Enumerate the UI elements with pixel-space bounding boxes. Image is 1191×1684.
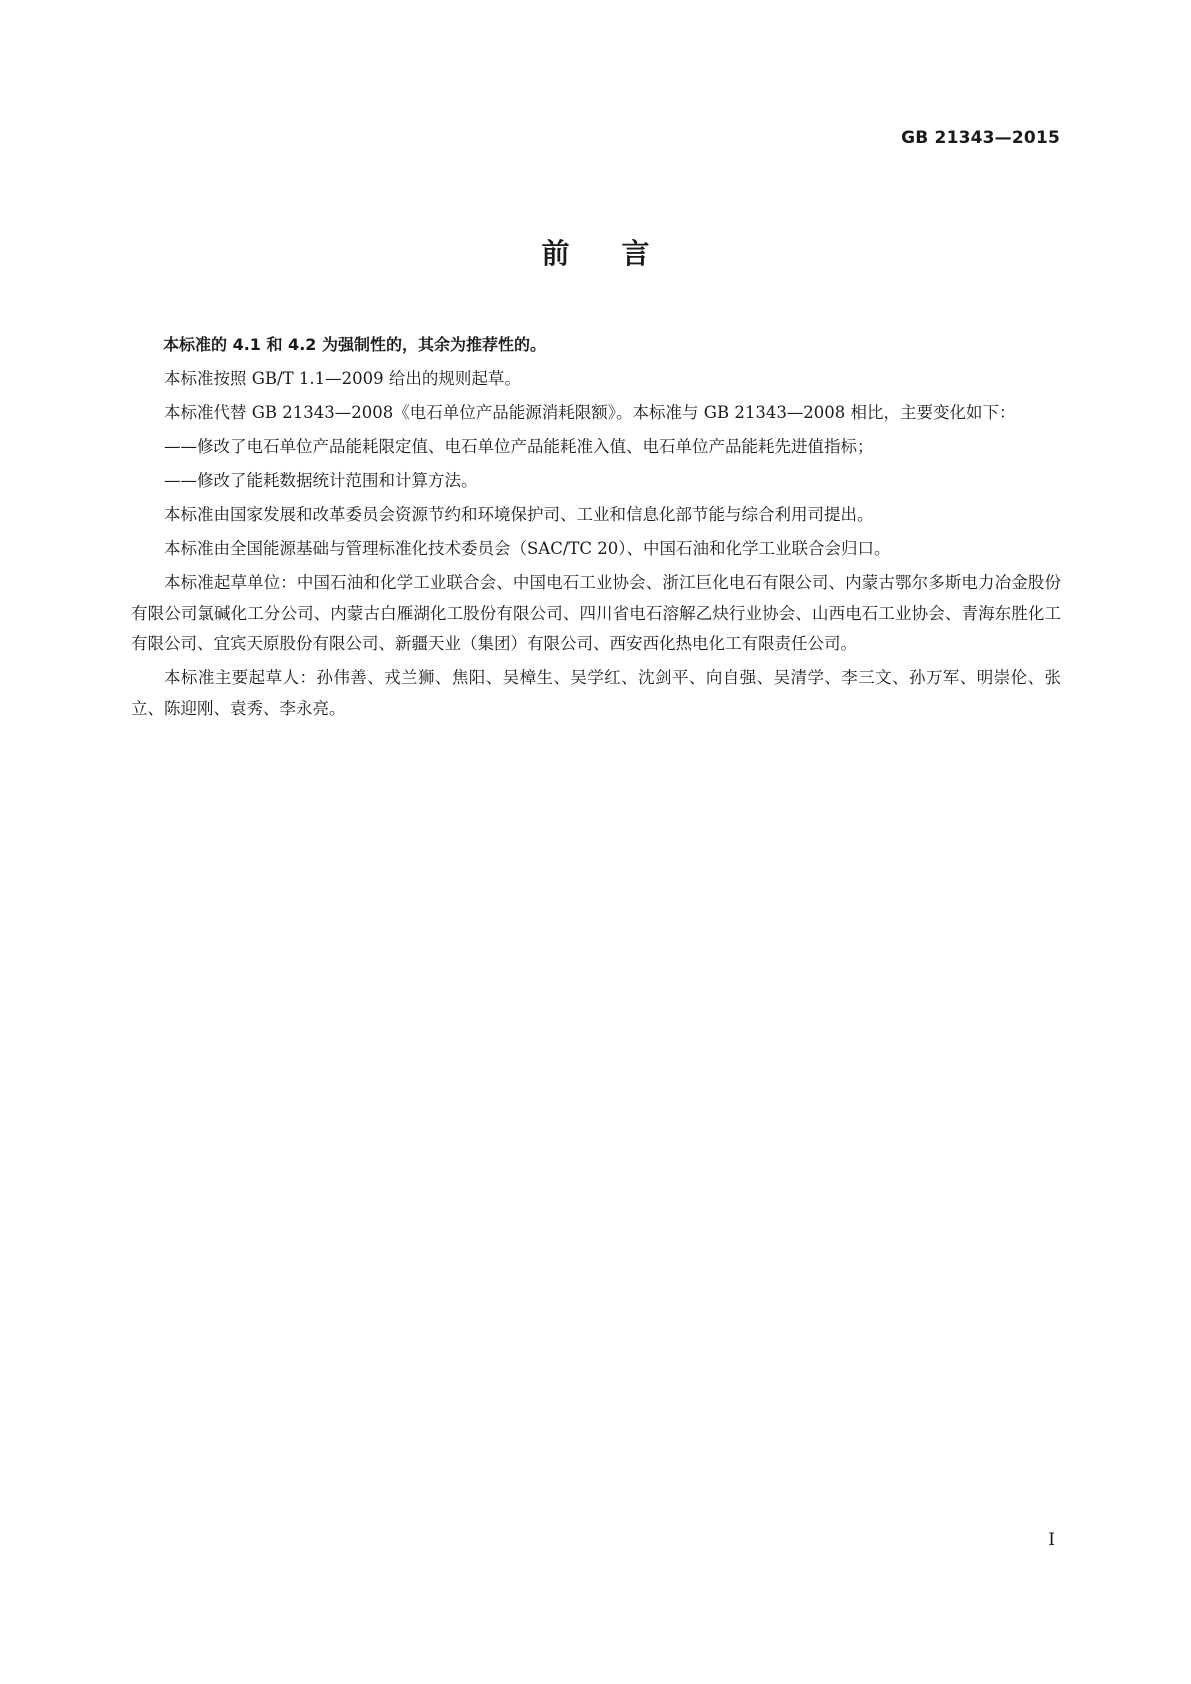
title-char-2: 言: [621, 237, 650, 270]
page-title: [0, 232, 1191, 272]
page-number: I: [1048, 1530, 1055, 1550]
paragraph-proposer: 本标准由国家发展和改革委员会资源节约和环境保护司、工业和信息化部节能与综合利用司提出。: [164, 505, 874, 524]
paragraph-centralized-by: 本标准由全国能源基础与管理标准化技术委员会（SAC/TC 20）、中国石油和化学工业联合会归口。: [164, 539, 891, 558]
title-char-1: 前: [541, 237, 570, 270]
paragraph-replacement: 本标准代替 GB 21343—2008《电石单位产品能源消耗限额》。本标准与 GB 21343—2008 相比，主要变化如下：: [164, 403, 1016, 422]
list-item-change-1: ——修改了电石单位产品能耗限定值、电石单位产品能耗准入值、电石单位产品能耗先进值指标；: [164, 437, 874, 456]
paragraph-mandatory-clauses: 本标准的 4.1 和 4.2 为强制性的，其余为推荐性的。: [163, 335, 546, 354]
paragraph-drafting-units: 本标准起草单位：中国石油和化学工业联合会、中国电石工业协会、浙江巨化电石有限公司、内蒙古鄂尔多斯电力冶金股份有限公司氯碱化工分公司、内蒙古白雁湖化工股份有限公司、四川省电石溶解乙炔行业协会、山西电石工业协会、青海东胜化工有限公司、宜宾天原股份有限公司、新疆天业（集团）有限公司、西安西化热电化工有限责任公司。: [131, 573, 1061, 653]
list-item-change-2: ——修改了能耗数据统计范围和计算方法。: [164, 471, 478, 490]
paragraph-drafting-rules: 本标准按照 GB/T 1.1—2009 给出的规则起草。: [164, 369, 521, 388]
standard-number: GB 21343—2015: [901, 128, 1060, 148]
paragraph-main-drafters: 本标准主要起草人：孙伟善、戎兰狮、焦阳、吴樟生、吴学红、沈剑平、向自强、吴清学、李三文、孙万军、明崇伦、张立、陈迎刚、袁秀、李永亮。: [131, 668, 1061, 718]
preface-body: [131, 330, 1061, 728]
